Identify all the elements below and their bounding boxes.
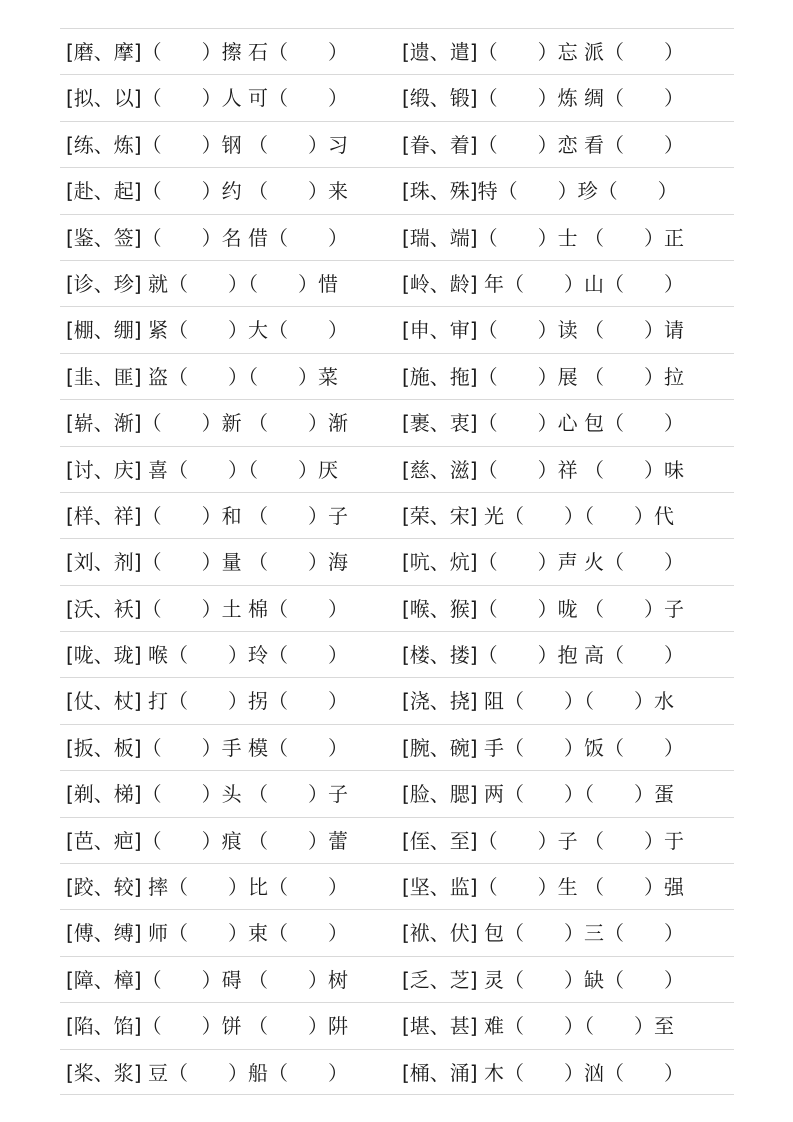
exercise-right: [桶、涌] 木（ ）汹（ ） bbox=[402, 1060, 684, 1085]
exercise-left: [拟、以]（ ）人 可（ ） bbox=[66, 86, 348, 111]
exercise-left: [仗、杖] 打（ ）拐（ ） bbox=[66, 689, 348, 714]
exercise-left: [咙、珑] 喉（ ）玲（ ） bbox=[66, 643, 348, 668]
worksheet-row bbox=[60, 306, 734, 352]
exercise-right: [施、拖]（ ）展 （ ）拉 bbox=[402, 364, 684, 389]
exercise-right: [乏、芝] 灵（ ）缺（ ） bbox=[402, 967, 684, 992]
worksheet-row bbox=[60, 909, 734, 955]
exercise-right: [吭、炕]（ ）声 火（ ） bbox=[402, 550, 684, 575]
exercise-left: [剃、梯]（ ）头 （ ）子 bbox=[66, 782, 348, 807]
exercise-right: [慈、滋]（ ）祥 （ ）味 bbox=[402, 457, 684, 482]
exercise-left: [棚、绷] 紧（ ）大（ ） bbox=[66, 318, 348, 343]
exercise-right: [腕、碗] 手（ ）饭（ ） bbox=[402, 735, 684, 760]
worksheet-row bbox=[60, 28, 734, 74]
exercise-left: [韭、匪] 盗（ ）（ ）菜 bbox=[66, 364, 338, 389]
worksheet-row bbox=[60, 538, 734, 584]
worksheet-row bbox=[60, 1049, 734, 1095]
worksheet-row bbox=[60, 863, 734, 909]
exercise-left: [傅、缚] 师（ ）束（ ） bbox=[66, 921, 348, 946]
worksheet-row bbox=[60, 770, 734, 816]
worksheet-row bbox=[60, 817, 734, 863]
exercise-right: [脸、腮] 两（ ）（ ）蛋 bbox=[402, 782, 674, 807]
exercise-right: [袱、伏] 包（ ）三（ ） bbox=[402, 921, 684, 946]
worksheet-row bbox=[60, 214, 734, 260]
exercise-right: [楼、搂]（ ）抱 高（ ） bbox=[402, 643, 684, 668]
worksheet-row bbox=[60, 353, 734, 399]
exercise-right: [喉、猴]（ ）咙 （ ）子 bbox=[402, 596, 684, 621]
worksheet-row bbox=[60, 167, 734, 213]
exercise-left: [磨、摩]（ ）擦 石（ ） bbox=[66, 40, 348, 64]
exercise-right: [缎、锻]（ ）炼 绸（ ） bbox=[402, 86, 684, 111]
exercise-right: [申、审]（ ）读 （ ）请 bbox=[402, 318, 684, 343]
worksheet-row bbox=[60, 1002, 734, 1048]
exercise-left: [鉴、签]（ ）名 借（ ） bbox=[66, 225, 348, 250]
worksheet-row bbox=[60, 74, 734, 120]
exercise-left: [芭、疤]（ ）痕 （ ）蕾 bbox=[66, 828, 348, 853]
exercise-right: [珠、殊]特（ ）珍（ ） bbox=[402, 179, 678, 204]
worksheet-row bbox=[60, 631, 734, 677]
worksheet-row bbox=[60, 446, 734, 492]
worksheet-row bbox=[60, 724, 734, 770]
exercise-right: [侄、至]（ ）子 （ ）于 bbox=[402, 828, 684, 853]
worksheet-row bbox=[60, 956, 734, 1002]
exercise-left: [讨、庆] 喜（ ）（ ）厌 bbox=[66, 457, 338, 482]
exercise-left: [崭、渐]（ ）新 （ ）渐 bbox=[66, 411, 348, 436]
exercise-left: [诊、珍] 就（ ）（ ）惜 bbox=[66, 271, 338, 296]
worksheet-row bbox=[60, 677, 734, 723]
exercise-left: [样、祥]（ ）和 （ ）子 bbox=[66, 503, 348, 528]
worksheet-row bbox=[60, 585, 734, 631]
exercise-left: [练、炼]（ ）钢 （ ）习 bbox=[66, 132, 348, 157]
exercise-left: [沃、袄]（ ）土 棉（ ） bbox=[66, 596, 348, 621]
worksheet-row bbox=[60, 399, 734, 445]
exercise-right: [坚、监]（ ）生 （ ）强 bbox=[402, 875, 684, 900]
exercise-right: [裹、衷]（ ）心 包（ ） bbox=[402, 411, 684, 436]
exercise-left: [跤、较] 摔（ ）比（ ） bbox=[66, 875, 348, 900]
exercise-left: [赴、起]（ ）约 （ ）来 bbox=[66, 179, 348, 204]
worksheet-row bbox=[60, 492, 734, 538]
worksheet-row bbox=[60, 121, 734, 167]
exercise-right: [眷、着]（ ）恋 看（ ） bbox=[402, 132, 684, 157]
worksheet-row bbox=[60, 260, 734, 306]
exercise-left: [扳、板]（ ）手 模（ ） bbox=[66, 735, 348, 760]
exercise-right: [遗、遣]（ ）忘 派（ ） bbox=[402, 40, 684, 64]
exercise-left: [陷、馅]（ ）饼 （ ）阱 bbox=[66, 1014, 348, 1039]
exercise-left: [刘、剂]（ ）量 （ ）海 bbox=[66, 550, 348, 575]
exercise-left: [桨、浆] 豆（ ）船（ ） bbox=[66, 1060, 348, 1085]
exercise-left: [障、樟]（ ）碍 （ ）树 bbox=[66, 967, 348, 992]
exercise-right: [瑞、端]（ ）士 （ ）正 bbox=[402, 225, 684, 250]
exercise-right: [岭、龄] 年（ ）山（ ） bbox=[402, 271, 684, 296]
exercise-right: [堪、甚] 难（ ）（ ）至 bbox=[402, 1014, 674, 1039]
worksheet-table bbox=[60, 28, 734, 1095]
exercise-right: [荣、宋] 光（ ）（ ）代 bbox=[402, 503, 674, 528]
exercise-right: [浇、挠] 阻（ ）（ ）水 bbox=[402, 689, 674, 714]
